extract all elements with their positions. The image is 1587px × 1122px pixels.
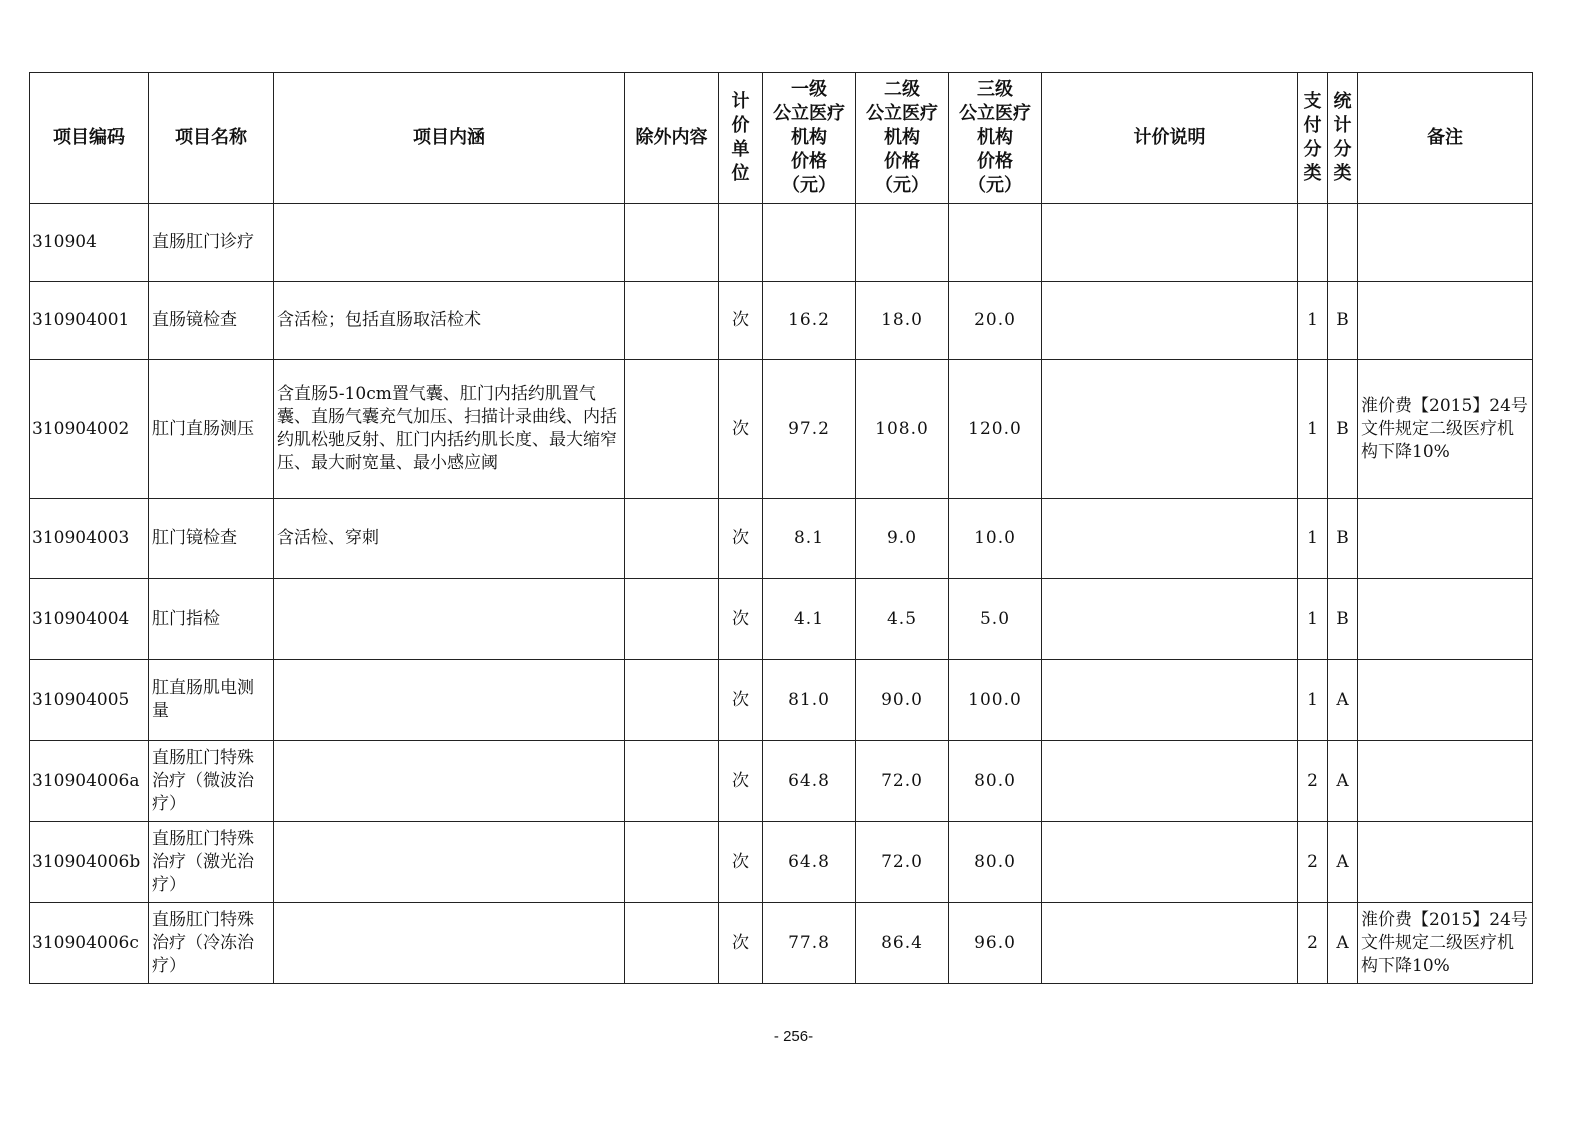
header-exclusion: 除外内容 bbox=[625, 73, 719, 204]
price-level3-cell: 5.0 bbox=[949, 579, 1042, 660]
table-row bbox=[30, 499, 1533, 579]
table-body bbox=[30, 204, 1533, 984]
stat-category-cell: A bbox=[1328, 741, 1358, 822]
exclusion-cell bbox=[625, 903, 719, 984]
code-cell: 310904006b bbox=[30, 822, 149, 903]
price-level3-cell: 20.0 bbox=[949, 282, 1042, 360]
price-level2-cell: 72.0 bbox=[856, 822, 949, 903]
remarks-cell: 淮价费【2015】24号文件规定二级医疗机构下降10% bbox=[1358, 360, 1533, 499]
code-cell: 310904001 bbox=[30, 282, 149, 360]
page-number: - 256- bbox=[773, 1028, 814, 1045]
name-cell: 肛门直肠测压 bbox=[149, 360, 274, 499]
pay-category-cell: 2 bbox=[1298, 822, 1328, 903]
pay-category-cell: 1 bbox=[1298, 360, 1328, 499]
remarks-cell bbox=[1358, 282, 1533, 360]
price-level2-cell: 72.0 bbox=[856, 741, 949, 822]
unit-cell: 次 bbox=[719, 282, 763, 360]
pay-category-cell: 2 bbox=[1298, 903, 1328, 984]
content-cell: 含活检、穿刺 bbox=[274, 499, 625, 579]
unit-cell bbox=[719, 204, 763, 282]
unit-cell: 次 bbox=[719, 579, 763, 660]
unit-cell: 次 bbox=[719, 903, 763, 984]
unit-cell: 次 bbox=[719, 741, 763, 822]
stat-category-cell: A bbox=[1328, 660, 1358, 741]
name-cell: 直肠镜检查 bbox=[149, 282, 274, 360]
code-cell: 310904005 bbox=[30, 660, 149, 741]
content-cell bbox=[274, 822, 625, 903]
header-pricing-note: 计价说明 bbox=[1042, 73, 1298, 204]
content-cell bbox=[274, 660, 625, 741]
code-cell: 310904006a bbox=[30, 741, 149, 822]
name-cell: 直肠肛门诊疗 bbox=[149, 204, 274, 282]
code-cell: 310904 bbox=[30, 204, 149, 282]
header-code: 项目编码 bbox=[30, 73, 149, 204]
header-price-level1: 一级 公立医疗 机构 价格 （元） bbox=[763, 73, 856, 204]
name-cell: 肛直肠肌电测量 bbox=[149, 660, 274, 741]
price-level1-cell: 16.2 bbox=[763, 282, 856, 360]
pricing-note-cell bbox=[1042, 660, 1298, 741]
price-level2-cell: 86.4 bbox=[856, 903, 949, 984]
code-cell: 310904003 bbox=[30, 499, 149, 579]
name-cell: 直肠肛门特殊治疗（激光治疗） bbox=[149, 822, 274, 903]
price-level3-cell: 80.0 bbox=[949, 822, 1042, 903]
header-price-level2: 二级 公立医疗 机构 价格 （元） bbox=[856, 73, 949, 204]
content-cell bbox=[274, 204, 625, 282]
unit-cell: 次 bbox=[719, 360, 763, 499]
content-cell bbox=[274, 579, 625, 660]
price-level2-cell bbox=[856, 204, 949, 282]
exclusion-cell bbox=[625, 360, 719, 499]
exclusion-cell bbox=[625, 499, 719, 579]
content-cell bbox=[274, 903, 625, 984]
pricing-note-cell bbox=[1042, 741, 1298, 822]
remarks-cell bbox=[1358, 741, 1533, 822]
pay-category-cell: 1 bbox=[1298, 499, 1328, 579]
name-cell: 肛门指检 bbox=[149, 579, 274, 660]
price-level3-cell: 120.0 bbox=[949, 360, 1042, 499]
code-cell: 310904004 bbox=[30, 579, 149, 660]
content-cell: 含直肠5-10cm置气囊、肛门内括约肌置气囊、直肠气囊充气加压、扫描计录曲线、内括约肌松驰反射、肛门内括约肌长度、最大缩窄压、最大耐宽量、最小感应阈 bbox=[274, 360, 625, 499]
table-row bbox=[30, 360, 1533, 499]
content-cell bbox=[274, 741, 625, 822]
price-level3-cell: 96.0 bbox=[949, 903, 1042, 984]
header-pay-category: 支 付 分 类 bbox=[1298, 73, 1328, 204]
exclusion-cell bbox=[625, 660, 719, 741]
price-level1-cell: 64.8 bbox=[763, 822, 856, 903]
table-row bbox=[30, 579, 1533, 660]
price-level2-cell: 90.0 bbox=[856, 660, 949, 741]
price-table bbox=[29, 72, 1533, 984]
remarks-cell bbox=[1358, 499, 1533, 579]
exclusion-cell bbox=[625, 282, 719, 360]
stat-category-cell: B bbox=[1328, 282, 1358, 360]
code-cell: 310904006c bbox=[30, 903, 149, 984]
unit-cell: 次 bbox=[719, 822, 763, 903]
remarks-cell bbox=[1358, 204, 1533, 282]
stat-category-cell: A bbox=[1328, 822, 1358, 903]
price-level2-cell: 4.5 bbox=[856, 579, 949, 660]
stat-category-cell: B bbox=[1328, 499, 1358, 579]
price-level1-cell: 81.0 bbox=[763, 660, 856, 741]
price-level2-cell: 18.0 bbox=[856, 282, 949, 360]
price-level3-cell: 80.0 bbox=[949, 741, 1042, 822]
pay-category-cell: 1 bbox=[1298, 660, 1328, 741]
table-row bbox=[30, 282, 1533, 360]
remarks-cell bbox=[1358, 579, 1533, 660]
pricing-note-cell bbox=[1042, 499, 1298, 579]
header-unit: 计 价 单 位 bbox=[719, 73, 763, 204]
pay-category-cell: 1 bbox=[1298, 282, 1328, 360]
header-name: 项目名称 bbox=[149, 73, 274, 204]
name-cell: 肛门镜检查 bbox=[149, 499, 274, 579]
pricing-note-cell bbox=[1042, 360, 1298, 499]
header-stat-category: 统 计 分 类 bbox=[1328, 73, 1358, 204]
remarks-cell: 淮价费【2015】24号文件规定二级医疗机构下降10% bbox=[1358, 903, 1533, 984]
code-cell: 310904002 bbox=[30, 360, 149, 499]
pricing-note-cell bbox=[1042, 822, 1298, 903]
price-level1-cell: 64.8 bbox=[763, 741, 856, 822]
exclusion-cell bbox=[625, 204, 719, 282]
table-row bbox=[30, 204, 1533, 282]
exclusion-cell bbox=[625, 579, 719, 660]
unit-cell: 次 bbox=[719, 660, 763, 741]
stat-category-cell: A bbox=[1328, 903, 1358, 984]
pricing-note-cell bbox=[1042, 579, 1298, 660]
table-row bbox=[30, 903, 1533, 984]
price-level1-cell: 8.1 bbox=[763, 499, 856, 579]
price-level3-cell: 100.0 bbox=[949, 660, 1042, 741]
header-remarks: 备注 bbox=[1358, 73, 1533, 204]
unit-cell: 次 bbox=[719, 499, 763, 579]
content-cell: 含活检；包括直肠取活检术 bbox=[274, 282, 625, 360]
pricing-note-cell bbox=[1042, 903, 1298, 984]
price-level1-cell: 4.1 bbox=[763, 579, 856, 660]
pricing-note-cell bbox=[1042, 204, 1298, 282]
table-row bbox=[30, 741, 1533, 822]
stat-category-cell: B bbox=[1328, 360, 1358, 499]
header-price-level3: 三级 公立医疗 机构 价格 （元） bbox=[949, 73, 1042, 204]
stat-category-cell: B bbox=[1328, 579, 1358, 660]
price-level1-cell: 97.2 bbox=[763, 360, 856, 499]
price-level2-cell: 9.0 bbox=[856, 499, 949, 579]
exclusion-cell bbox=[625, 822, 719, 903]
remarks-cell bbox=[1358, 660, 1533, 741]
remarks-cell bbox=[1358, 822, 1533, 903]
table-row bbox=[30, 660, 1533, 741]
pricing-note-cell bbox=[1042, 282, 1298, 360]
pay-category-cell: 1 bbox=[1298, 579, 1328, 660]
name-cell: 直肠肛门特殊治疗（冷冻治疗） bbox=[149, 903, 274, 984]
stat-category-cell bbox=[1328, 204, 1358, 282]
exclusion-cell bbox=[625, 741, 719, 822]
header-content: 项目内涵 bbox=[274, 73, 625, 204]
price-level2-cell: 108.0 bbox=[856, 360, 949, 499]
table-row bbox=[30, 822, 1533, 903]
price-level3-cell bbox=[949, 204, 1042, 282]
price-level1-cell bbox=[763, 204, 856, 282]
pay-category-cell: 2 bbox=[1298, 741, 1328, 822]
name-cell: 直肠肛门特殊治疗（微波治疗） bbox=[149, 741, 274, 822]
price-level1-cell: 77.8 bbox=[763, 903, 856, 984]
header-row bbox=[30, 73, 1533, 204]
price-level3-cell: 10.0 bbox=[949, 499, 1042, 579]
pay-category-cell bbox=[1298, 204, 1328, 282]
